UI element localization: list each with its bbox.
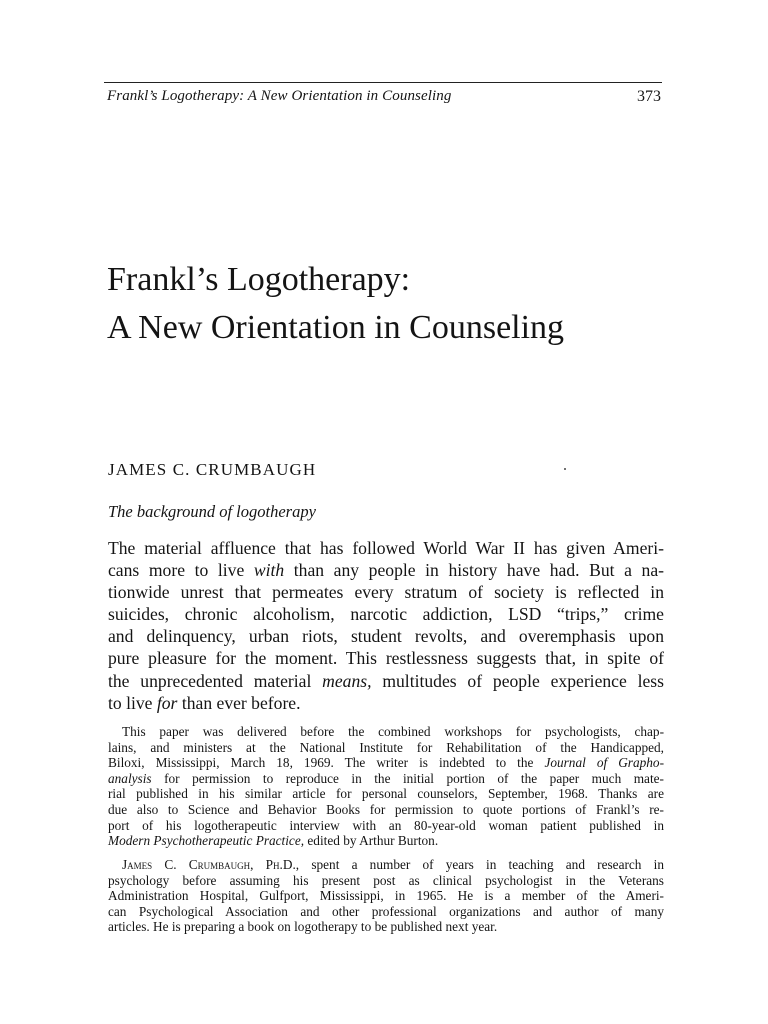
footnote-line: due also to Science and Behavior Books for permission to quote portions of Frankl’s re-: [108, 801, 664, 817]
title-line-2: A New Orientation in Counseling: [107, 309, 565, 346]
body-line: suicides, chronic alcoholism, narcotic addiction, LSD “trips,” crime: [108, 604, 664, 625]
article-title: [107, 256, 667, 352]
body-paragraph: [108, 537, 664, 714]
footnote-line: analysis for permission to reproduce in the initial portion of the paper much mate-: [108, 770, 664, 786]
header-rule: [104, 82, 662, 83]
footnote-author-bio: [108, 857, 664, 935]
body-line: the unprecedented material means, multitudes of people experience less: [108, 670, 664, 691]
page-number: 373: [637, 88, 661, 105]
footnote-line: rial published in his similar article for personal counselors, September, 1968. Thanks are: [108, 786, 664, 802]
section-heading: The background of logotherapy: [108, 502, 316, 521]
body-line: cans more to live with than any people in history have had. But a na-: [108, 560, 665, 581]
footnote-line: lains, and ministers at the National Institute for Rehabilitation of the Handicapped,: [108, 739, 664, 755]
footnote-line: can Psychological Association and other professional organizations and author of many: [108, 903, 664, 919]
print-speck: [564, 468, 566, 470]
body-line: to live for than ever before.: [108, 692, 301, 713]
body-line: and delinquency, urban riots, student revolts, and overemphasis upon: [108, 626, 664, 647]
title-line-1: Frankl’s Logotherapy:: [107, 261, 411, 298]
author-name: JAMES C. CRUMBAUGH: [108, 460, 317, 479]
footnote-line: port of his logotherapeutic interview with an 80-year-old woman patient published in: [108, 817, 664, 833]
running-head: Frankl’s Logotherapy: A New Orientation in Counseling: [107, 88, 452, 104]
footnote-paper-note: [108, 724, 664, 849]
footnote-line: Administration Hospital, Gulfport, Mississippi, in 1965. He is a member of the Ameri-: [108, 888, 664, 904]
body-line: pure pleasure for the moment. This restlessness suggests that, in spite of: [108, 648, 664, 669]
footnote-line: Biloxi, Mississippi, March 18, 1969. The writer is indebted to the Journal of Grapho-: [108, 755, 664, 771]
bio-author-name: James C. Crumbaugh, Ph.D.,: [122, 857, 300, 872]
body-line: tionwide unrest that permeates every stratum of society is reflected in: [108, 582, 664, 603]
footnote-line: James C. Crumbaugh, Ph.D., spent a number of years in teaching and research in: [122, 857, 664, 872]
footnote-line: This paper was delivered before the combined workshops for psychologists, chap-: [122, 724, 664, 739]
footnote-line: psychology before assuming his present post as clinical psychologist in the Veterans: [108, 872, 664, 888]
footnote-line: articles. He is preparing a book on logotherapy to be published next year.: [108, 919, 498, 935]
body-line: The material affluence that has followed World War II has given Ameri-: [108, 538, 664, 558]
footnote-line: Modern Psychotherapeutic Practice, edited by Arthur Burton.: [108, 833, 439, 849]
